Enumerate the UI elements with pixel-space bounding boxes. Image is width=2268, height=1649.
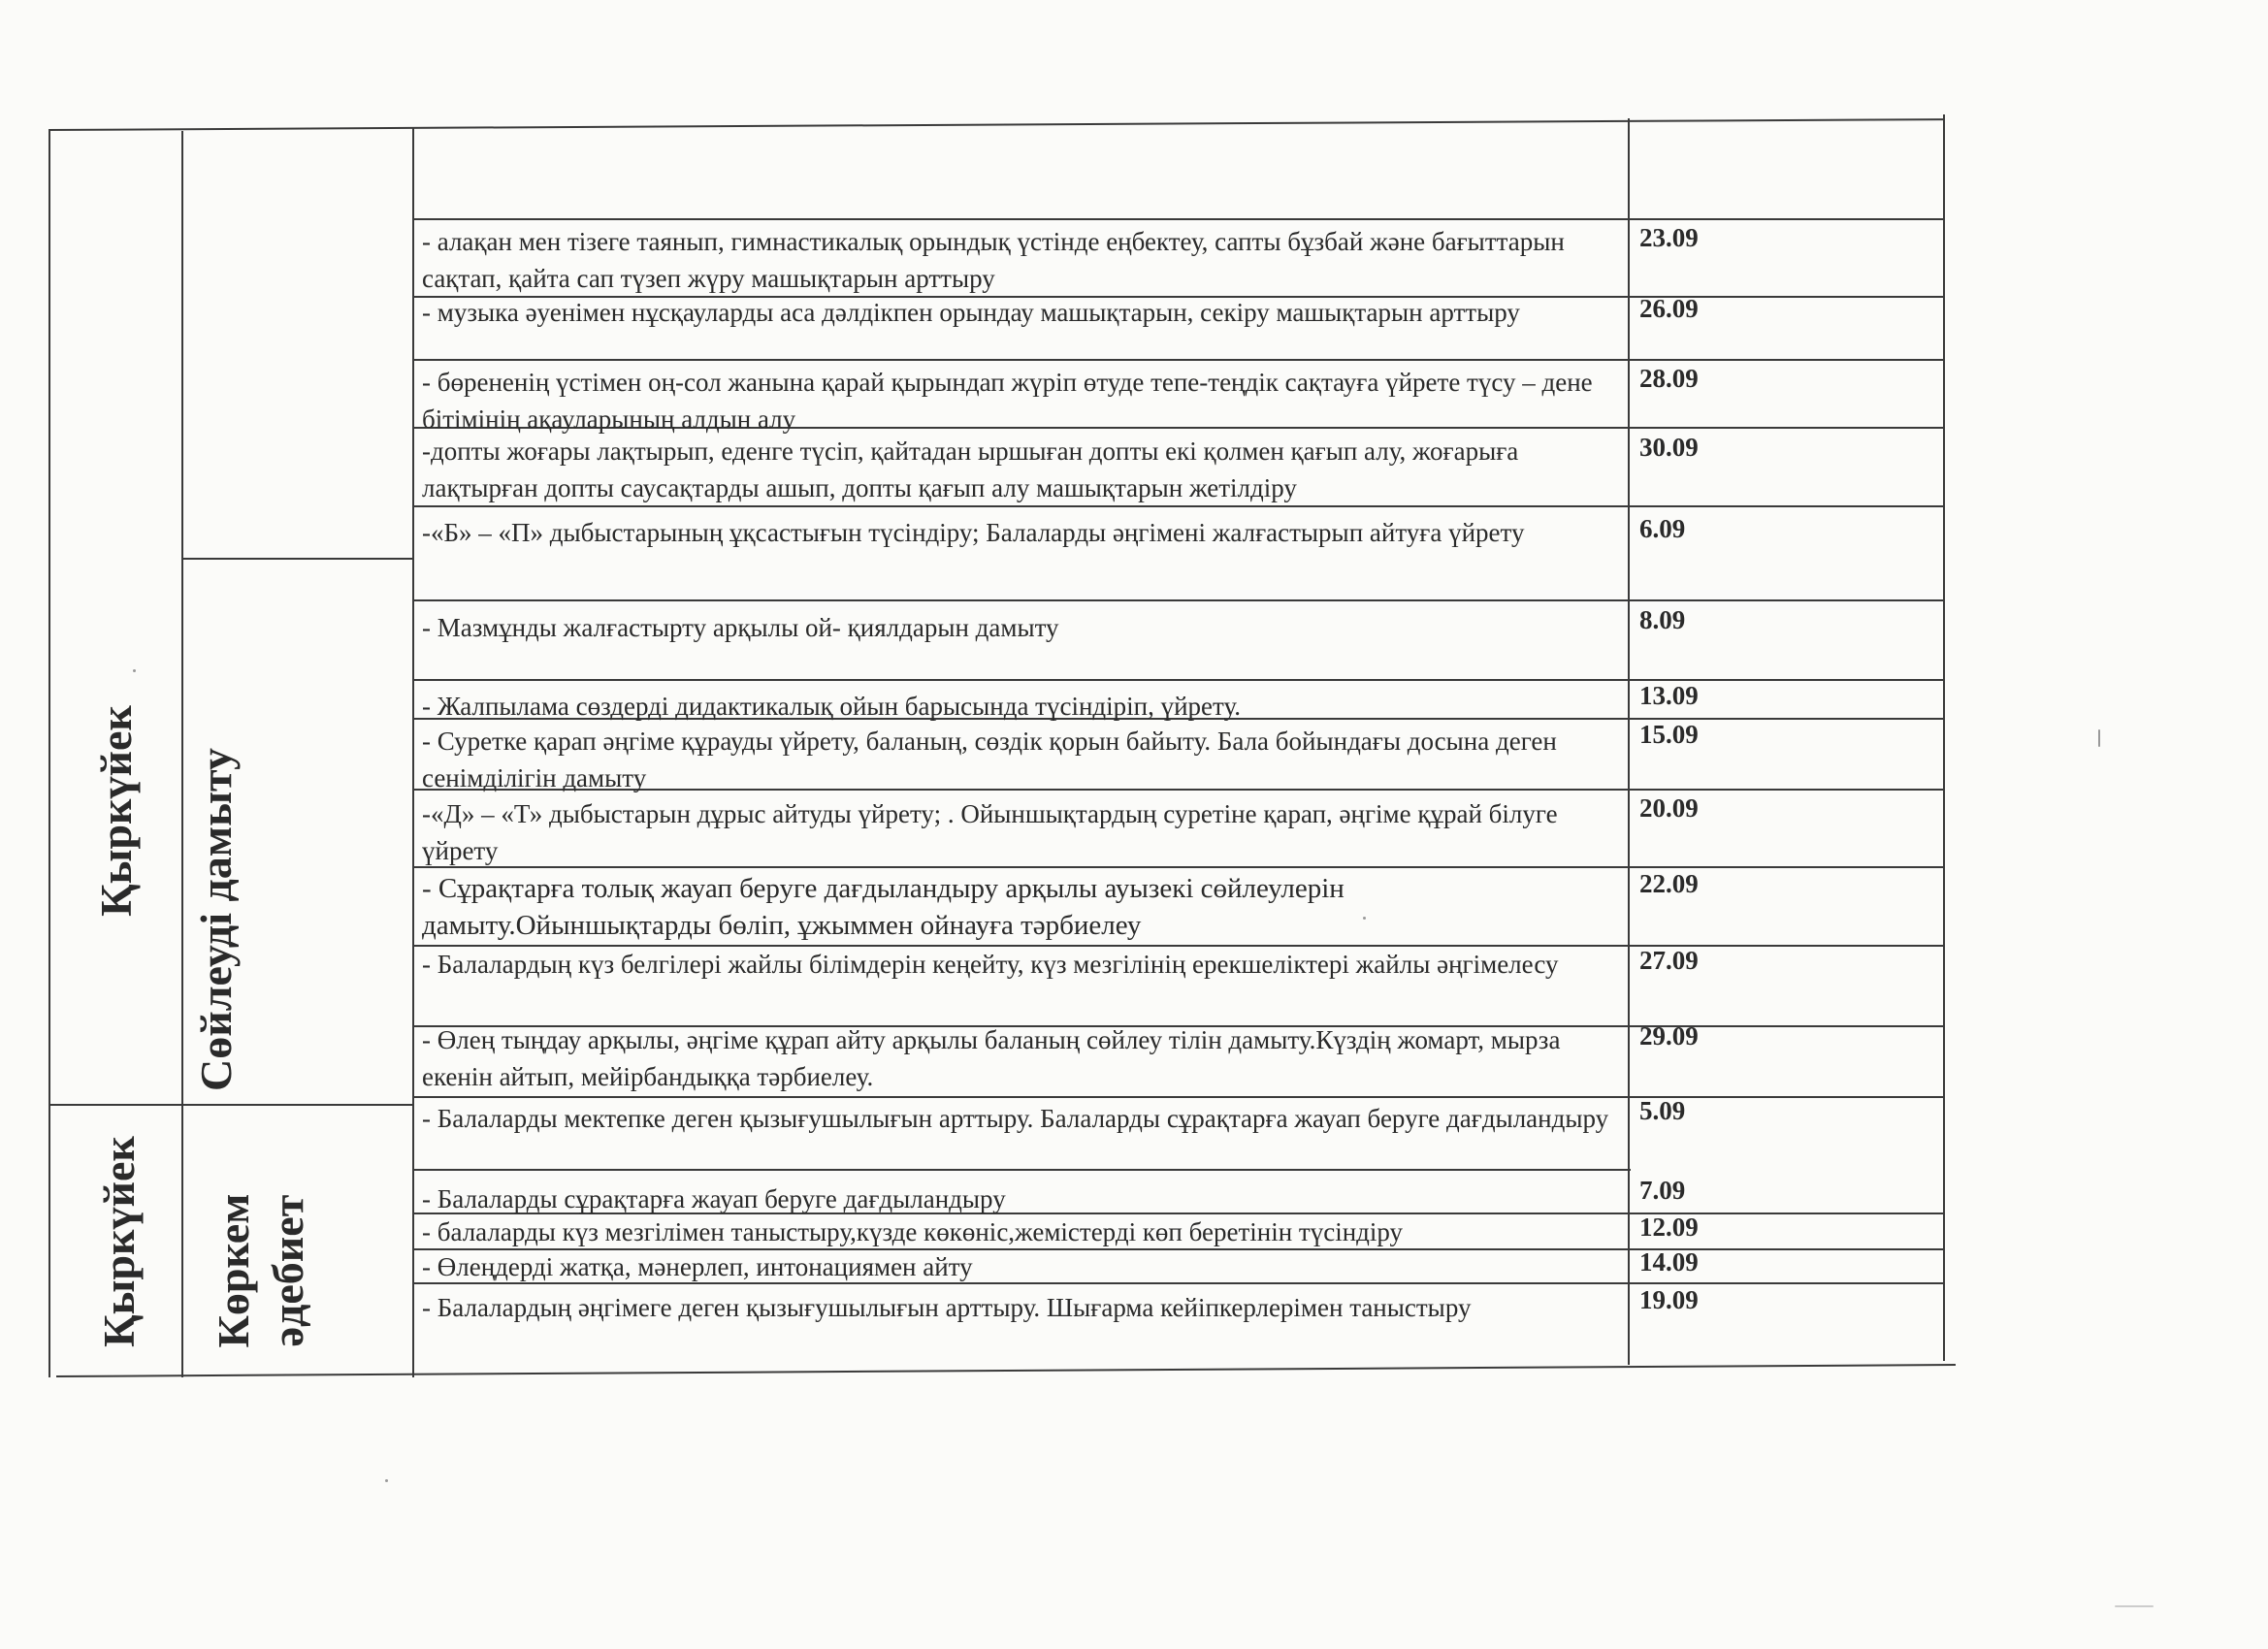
table-row-date: 27.09 bbox=[1639, 946, 1699, 975]
table-row-date: 5.09 bbox=[1639, 1096, 1686, 1125]
table-row-text: - Өлеңдерді жатқа, мәнерлеп, интонациямен айту bbox=[422, 1252, 973, 1281]
table-border-bottom bbox=[56, 1364, 1956, 1377]
table-row-text: - Балаларды сұрақтарға жауап беруге дағдыландыру bbox=[422, 1184, 1006, 1213]
table-row-text: -«Б» – «П» дыбыстарының ұқсастығын түсіндіру; Балаларды әңгімені жалғастырып айтуға үйрету bbox=[422, 518, 1525, 547]
subject-section-divider-1 bbox=[181, 558, 414, 560]
table-row-text: - балаларды күз мезгілімен таныстыру,күзде көкөніс,жемістерді көп беретінін түсіндіру bbox=[422, 1217, 1404, 1246]
table-row-date: 26.09 bbox=[1639, 294, 1699, 323]
table-row-date: 15.09 bbox=[1639, 720, 1699, 749]
scan-speck bbox=[2115, 1605, 2154, 1607]
table-row-text: -«Д» – «Т» дыбыстарын дұрыс айтуды үйрету; . Ойыншықтардың суретіне қарап, әңгіме құрай білуге үйрету bbox=[422, 799, 1558, 865]
table-row-text: - Мазмұнды жалғастырту арқылы ой- қиялдарын дамыту bbox=[422, 613, 1059, 642]
row-line bbox=[412, 1169, 1631, 1171]
table-row-text: - Суретке қарап әңгіме құрауды үйрету, баланың, сөздік қорын байыту. Бала бойындағы досына деген сенімділігін дамыту bbox=[422, 727, 1557, 792]
table-row-date: 30.09 bbox=[1639, 433, 1699, 462]
table-row-date: 8.09 bbox=[1639, 605, 1686, 634]
scan-speck bbox=[2098, 729, 2100, 747]
table-row-date: 22.09 bbox=[1639, 869, 1699, 898]
scan-speck bbox=[133, 669, 136, 672]
table-row-text: - Өлең тыңдау арқылы, әңгіме құрап айту арқылы баланың сөйлеу тілін дамыту.Күздің жомарт, мырза екенін айтып, мейірбандыққа тәрбиелеу. bbox=[422, 1025, 1561, 1091]
table-row-text: -допты жоғары лақтырып, еденге түсіп, қайтадан ыршыған допты екі қолмен қағып алу, жоғарыға лақтырған допты саусақтарды ашып, допты қағып алу машықтарын жетілдіру bbox=[422, 436, 1519, 502]
subject-label-literature bbox=[207, 1125, 323, 1416]
table-row-text: - Жалпылама сөздерді дидактикалық ойын барысында түсіндіріп, үйрету. bbox=[422, 692, 1242, 721]
table-row-date: 13.09 bbox=[1639, 681, 1699, 710]
table-row-date: 20.09 bbox=[1639, 793, 1699, 823]
table-row-text: - Балалардың күз белгілері жайлы білімдерін кеңейту, күз мезгілінің ерекшеліктері жайлы әңгімелесу bbox=[422, 950, 1559, 979]
table-row-text: - бөрененің үстімен оң-сол жанына қарай қырындап жүріп өтуде тепе-теңдік сақтауға үйрете түсу – дене бітімінің ақауларының алдын алу bbox=[422, 368, 1593, 434]
column-divider-month bbox=[181, 131, 183, 1377]
subject-label-literature-line1: Көркем bbox=[209, 1193, 258, 1348]
table-row-date: 29.09 bbox=[1639, 1021, 1699, 1051]
month-label-1: Қыркүйек bbox=[91, 705, 141, 917]
table-row-text: - Балаларды мектепке деген қызығушылығын арттыру. Балаларды сұрақтарға жауап беруге дағдыландыру bbox=[422, 1104, 1609, 1133]
column-divider-subject bbox=[412, 128, 414, 1377]
table-row-date: 23.09 bbox=[1639, 223, 1699, 252]
table-row-date: 7.09 bbox=[1639, 1176, 1686, 1205]
row-line bbox=[412, 359, 1943, 361]
table-row-text: - Балалардың әңгімеге деген қызығушылығын арттыру. Шығарма кейіпкерлерімен таныстыру bbox=[422, 1293, 1472, 1322]
table-row-date: 12.09 bbox=[1639, 1212, 1699, 1242]
table-row-date: 6.09 bbox=[1639, 514, 1686, 543]
table-border-right bbox=[1943, 114, 1945, 1361]
subject-label-speech: Сөйлеуді дамыту bbox=[191, 748, 241, 1091]
scan-speck bbox=[385, 1479, 388, 1482]
scan-speck bbox=[1363, 917, 1366, 920]
table-row-text: - алақан мен тізеге таянып, гимнастикалық орындық үстінде еңбектеу, сапты бұзбай және бағыттарын сақтап, қайта сап түзеп жүру машықтарын арттыру bbox=[422, 227, 1565, 293]
table-row-date: 19.09 bbox=[1639, 1285, 1699, 1314]
table-row-date: 28.09 bbox=[1639, 364, 1699, 393]
table-border-top bbox=[49, 118, 1944, 131]
table-row-text: - музыка әуенімен нұсқауларды аса дәлдікпен орындау машықтарын, секіру машықтарын арттыру bbox=[422, 298, 1520, 327]
row-line bbox=[412, 218, 1943, 220]
month-label-2: Қыркүйек bbox=[94, 1136, 144, 1347]
row-line bbox=[412, 599, 1943, 601]
table-row-date: 14.09 bbox=[1639, 1247, 1699, 1277]
table-row-text: - Сұрақтарға толық жауап беруге дағдыландыру арқылы ауызекі сөйлеулерін дамыту.Ойыншықтарды бөліп, ұжыммен ойнауға тәрбиелеу bbox=[422, 873, 1345, 941]
table-border-left bbox=[49, 131, 50, 1377]
subject-label-literature-line2: әдебиет bbox=[263, 1194, 312, 1347]
subject-section-divider-2 bbox=[181, 1104, 414, 1106]
